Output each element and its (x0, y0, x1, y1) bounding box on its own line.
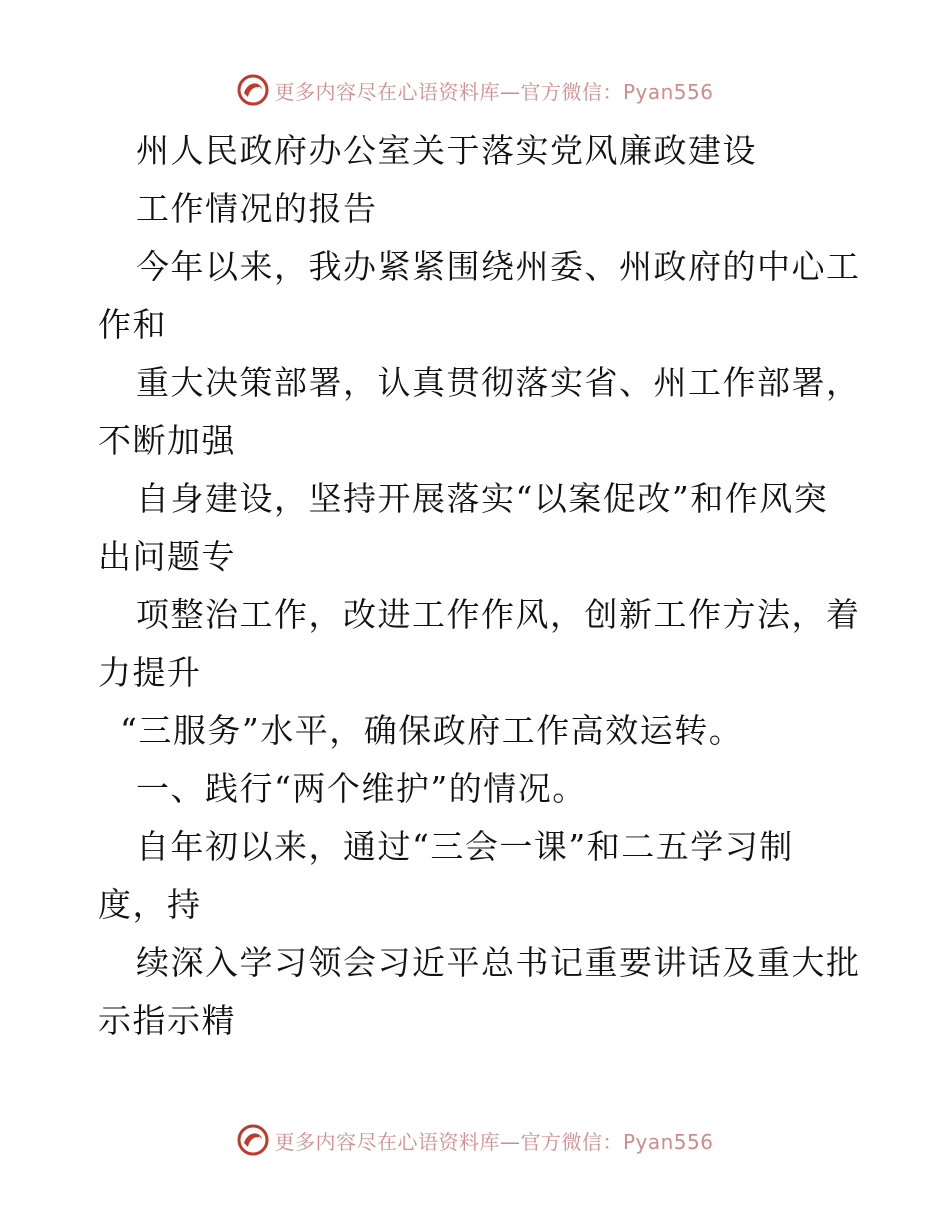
header-watermark (0, 70, 950, 110)
watermark-text: 更多内容尽在心语资料库—官方微信：Pyan556 (274, 79, 714, 104)
watermark-logo-icon (236, 1123, 270, 1157)
paragraph-line: “三服务”水平，确保政府工作高效运转。 (120, 711, 744, 750)
watermark-text: 更多内容尽在心语资料库—官方微信：Pyan556 (274, 1129, 714, 1154)
footer-watermark (0, 1120, 950, 1160)
paragraph-line: 力提升 (98, 653, 202, 692)
paragraph-line: 出问题专 (98, 537, 236, 576)
watermark-logo-icon (236, 73, 270, 107)
paragraph-line: 不断加强 (98, 421, 236, 460)
paragraph-line: 示指示精 (98, 1001, 236, 1040)
paragraph-line: 自年初以来，通过“三会一课”和二五学习制 (136, 827, 794, 866)
paragraph-line: 项整治工作，改进工作作风，创新工作方法，着 (136, 595, 861, 634)
paragraph-line: 度，持 (98, 885, 202, 924)
paragraph-line: 重大决策部署，认真贯彻落实省、州工作部署， (136, 363, 861, 402)
doc-title-line-1: 州人民政府办公室关于落实党风廉政建设 (136, 131, 757, 170)
document-body (0, 122, 950, 1050)
paragraph-line: 今年以来，我办紧紧围绕州委、州政府的中心工 (136, 247, 861, 286)
paragraph-line: 作和 (98, 305, 167, 344)
doc-title-line-2: 工作情况的报告 (136, 189, 378, 228)
paragraph-line: 自身建设，坚持开展落实“以案促改”和作风突 (136, 479, 829, 518)
paragraph-line: 续深入学习领会习近平总书记重要讲话及重大批 (136, 943, 861, 982)
section-heading: 一、践行“两个维护”的情况。 (136, 769, 587, 808)
